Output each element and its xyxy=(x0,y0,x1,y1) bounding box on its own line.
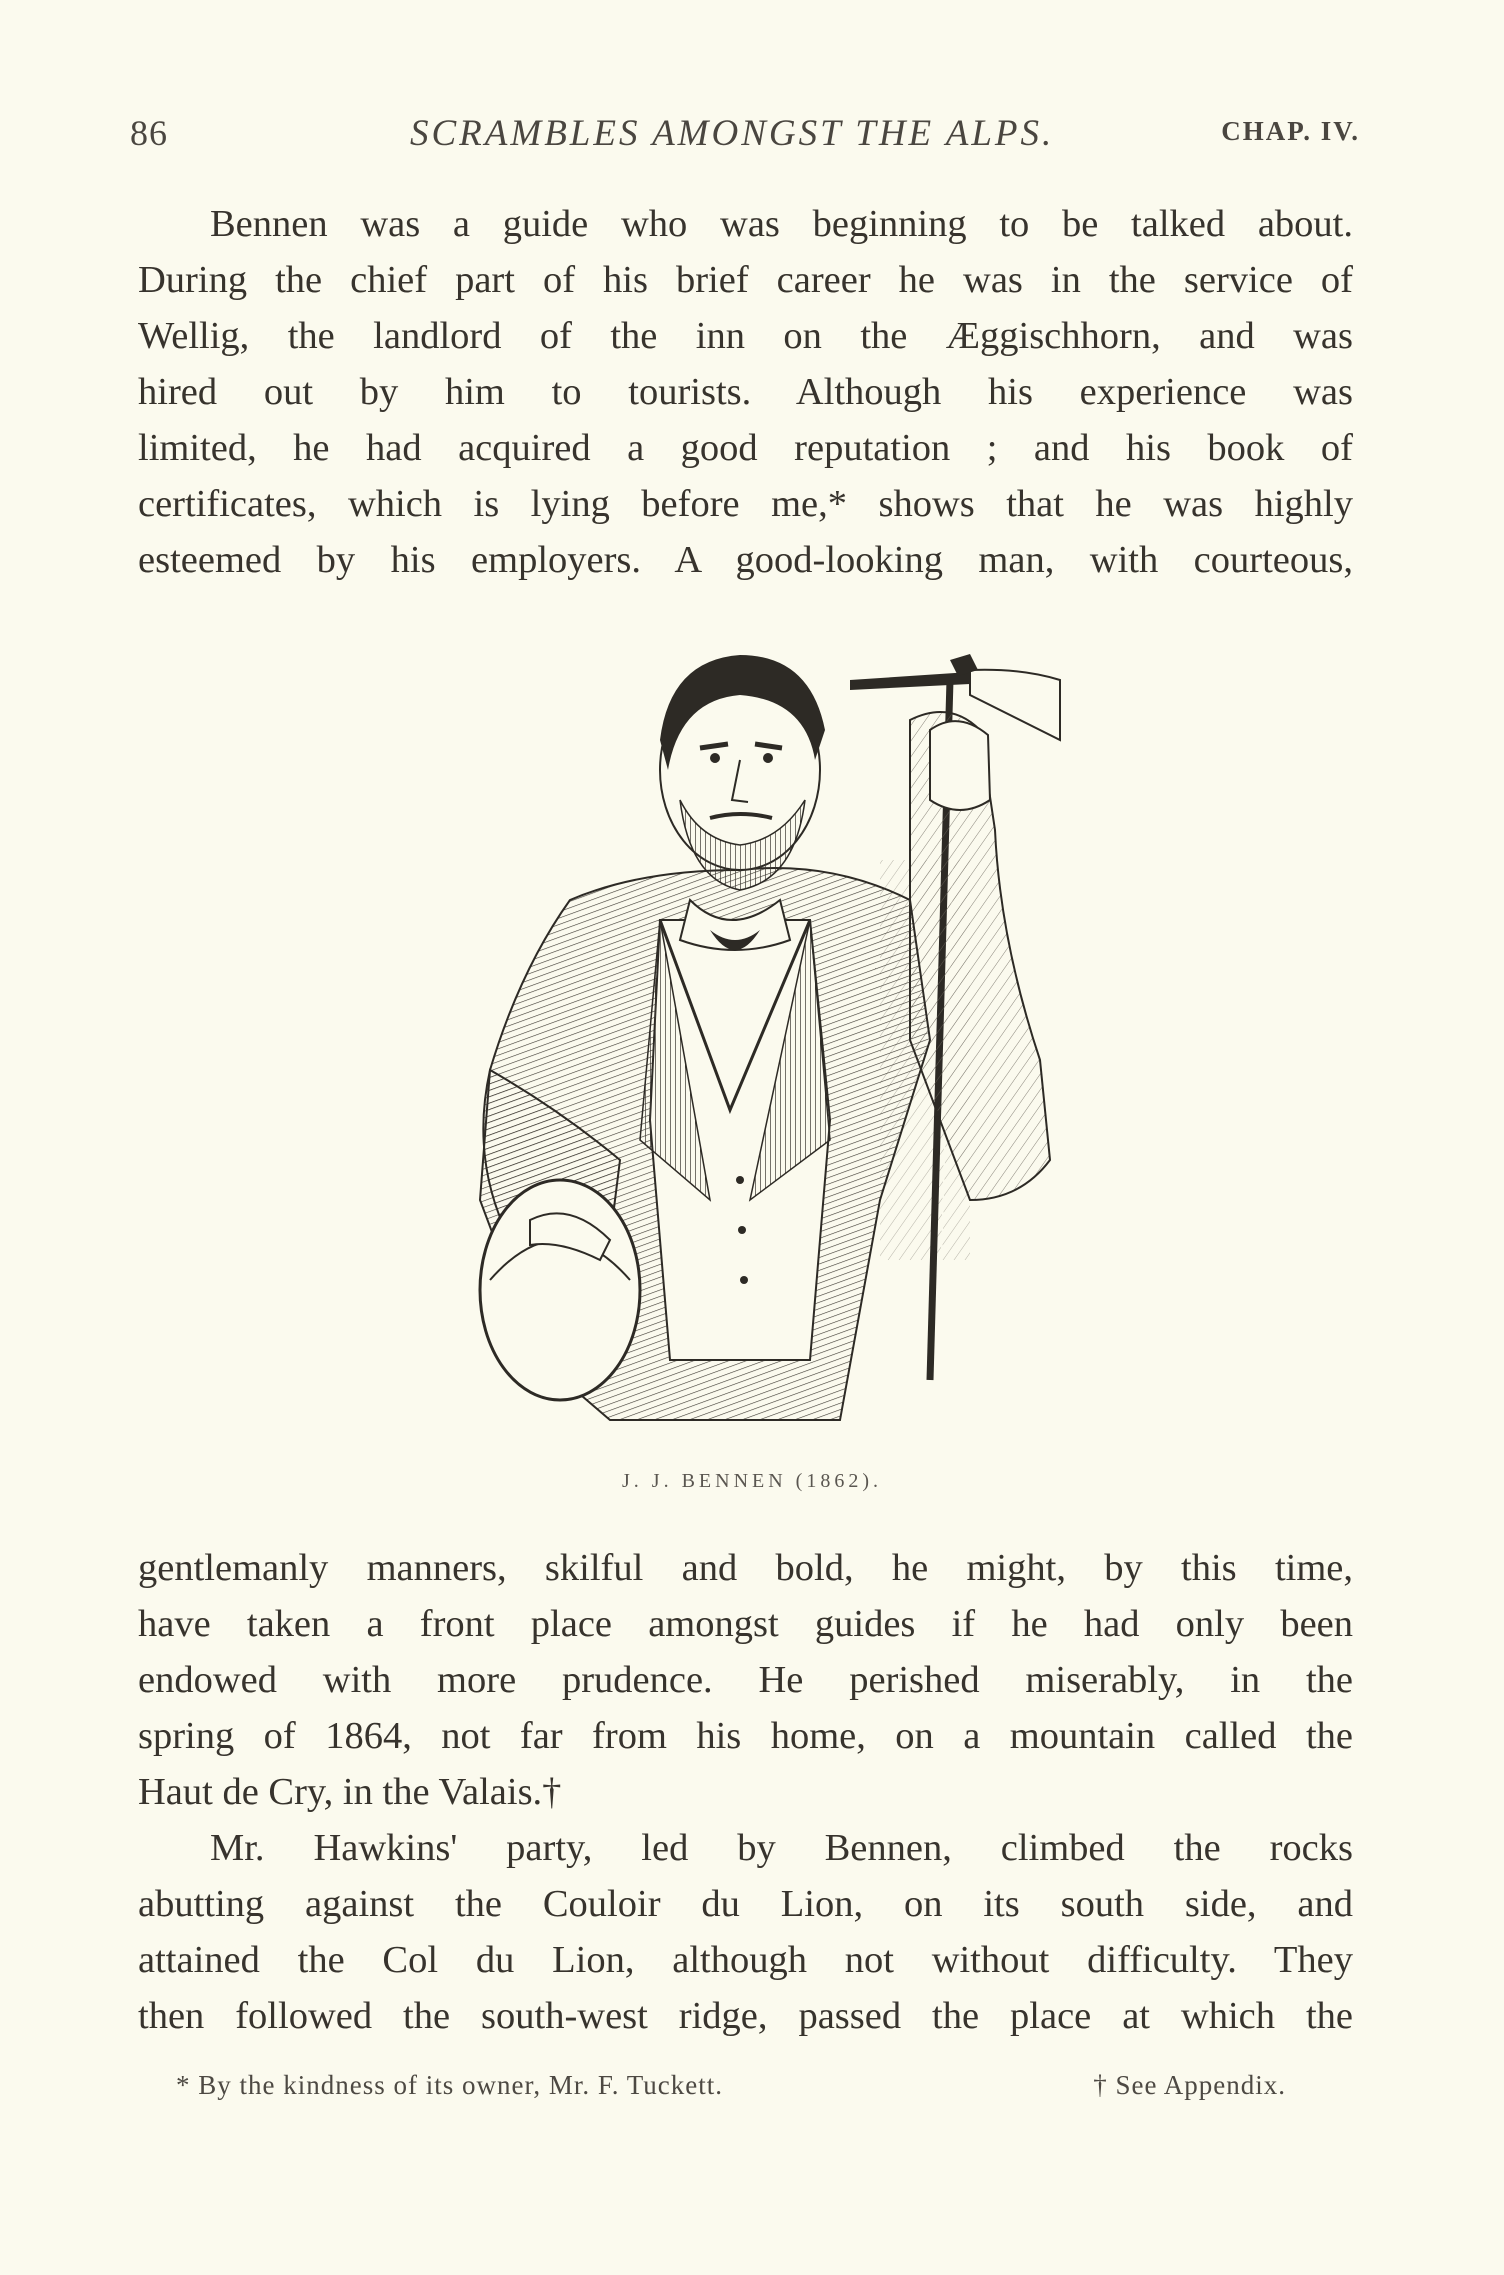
text-line: endowed with more prudence. He perished miserably, in the xyxy=(138,1659,1353,1701)
portrait-engraving xyxy=(410,640,1090,1440)
text-line: Haut de Cry, in the Valais.† xyxy=(138,1771,562,1813)
footnotes xyxy=(176,2070,1286,2110)
paragraph-hawkins-party xyxy=(138,1820,1353,2044)
text-line: have taken a front place amongst guides if he had only been xyxy=(138,1603,1353,1645)
text-line: then followed the south-west ridge, passed the place at which the xyxy=(138,1995,1353,2037)
text-line: certificates, which is lying before me,* shows that he was highly xyxy=(138,483,1353,525)
text-line: esteemed by his employers. A good-looking man, with courteous, xyxy=(138,539,1353,581)
text-line: spring of 1864, not far from his home, on a mountain called the xyxy=(138,1715,1353,1757)
text-line: limited, he had acquired a good reputation ; and his book of xyxy=(138,427,1353,469)
figure-caption: J. J. BENNEN (1862). xyxy=(622,1470,882,1492)
footnote-dagger: † See Appendix. xyxy=(1093,2070,1286,2100)
text-line: Wellig, the landlord of the inn on the Æggischhorn, and was xyxy=(138,315,1353,357)
running-title: SCRAMBLES AMONGST THE ALPS. xyxy=(410,113,1055,154)
text-line: attained the Col du Lion, although not without difficulty. They xyxy=(138,1939,1353,1981)
chapter-label: CHAP. IV. xyxy=(1221,116,1360,146)
text-line: hired out by him to tourists. Although his experience was xyxy=(138,371,1353,413)
text-line: abutting against the Couloir du Lion, on its south side, and xyxy=(138,1883,1353,1925)
paragraph-bennen-continued xyxy=(138,1540,1353,1820)
footnote-star: * By the kindness of its owner, Mr. F. Tuckett. xyxy=(176,2070,724,2100)
text-line: During the chief part of his brief career he was in the service of xyxy=(138,259,1353,301)
paragraph-bennen-intro xyxy=(138,196,1353,588)
text-line: Bennen was a guide who was beginning to be talked about. xyxy=(210,203,1353,245)
portrait-illustration xyxy=(410,640,1090,1440)
text-line: gentlemanly manners, skilful and bold, he might, by this time, xyxy=(138,1547,1353,1589)
running-header xyxy=(130,112,1360,162)
page-number: 86 xyxy=(130,113,168,153)
text-line: Mr. Hawkins' party, led by Bennen, climbed the rocks xyxy=(210,1827,1353,1869)
